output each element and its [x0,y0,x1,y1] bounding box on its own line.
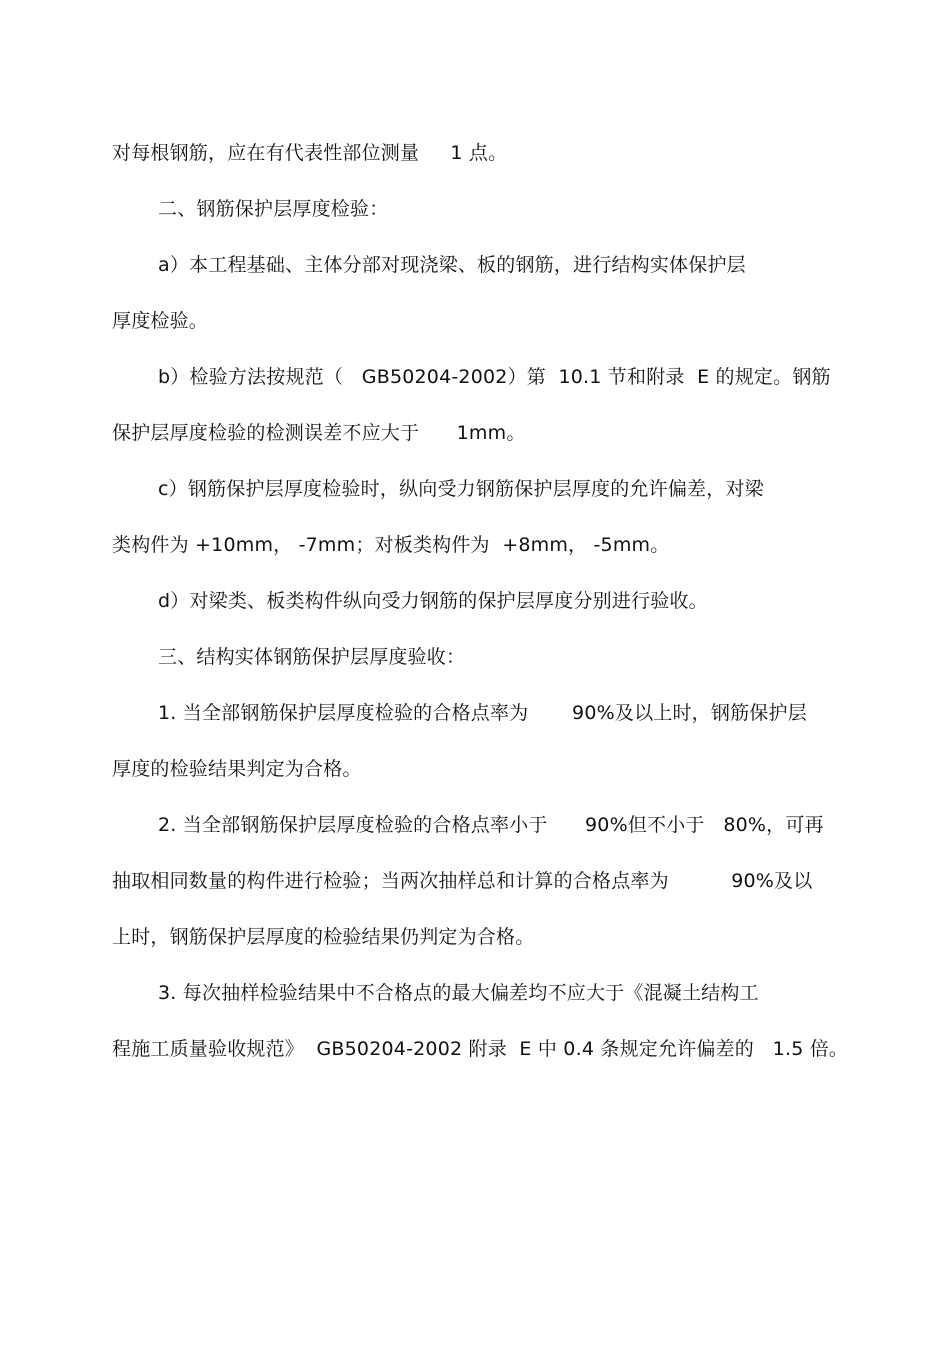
text-line-7: c）钢筋保护层厚度检验时，纵向受力钢筋保护层厚度的允许偏差，对梁 [158,478,764,500]
text-line-3: a）本工程基础、主体分部对现浇梁、板的钢筋，进行结构实体保护层 [158,254,746,276]
text-line-17: 程施工质量验收规范》 GB50204-2002 附录 E 中 0.4 条规定允许偏差的 1.5 倍。 [112,1038,849,1060]
text-line-11: 1. 当全部钢筋保护层厚度检验的合格点率为 90%及以上时，钢筋保护层 [158,702,807,724]
text-line-4: 厚度检验。 [112,310,209,332]
text-line-16: 3. 每次抽样检验结果中不合格点的最大偏差均不应大于《混凝土结构工 [158,982,759,1004]
text-line-5: b）检验方法按规范（ GB50204-2002）第 10.1 节和附录 E 的规定。钢筋 [158,366,831,388]
text-line-1: 对每根钢筋，应在有代表性部位测量 1 点。 [112,142,508,164]
text-line-8: 类构件为 +10mm， -7mm；对板类构件为 +8mm， -5mm。 [112,534,670,556]
text-line-6: 保护层厚度检验的检测误差不应大于 1mm。 [112,422,526,444]
text-line-15: 上时，钢筋保护层厚度的检验结果仍判定为合格。 [112,926,535,948]
text-line-12: 厚度的检验结果判定为合格。 [112,758,362,780]
section-heading-2: 二、钢筋保护层厚度检验： [158,198,389,220]
section-heading-3: 三、结构实体钢筋保护层厚度验收： [158,646,466,668]
text-line-13: 2. 当全部钢筋保护层厚度检验的合格点率小于 90%但不小于 80%，可再 [158,814,824,836]
text-line-9: d）对梁类、板类构件纵向受力钢筋的保护层厚度分别进行验收。 [158,590,708,612]
text-line-14: 抽取相同数量的构件进行检验；当两次抽样总和计算的合格点率为 90%及以 [112,870,813,892]
